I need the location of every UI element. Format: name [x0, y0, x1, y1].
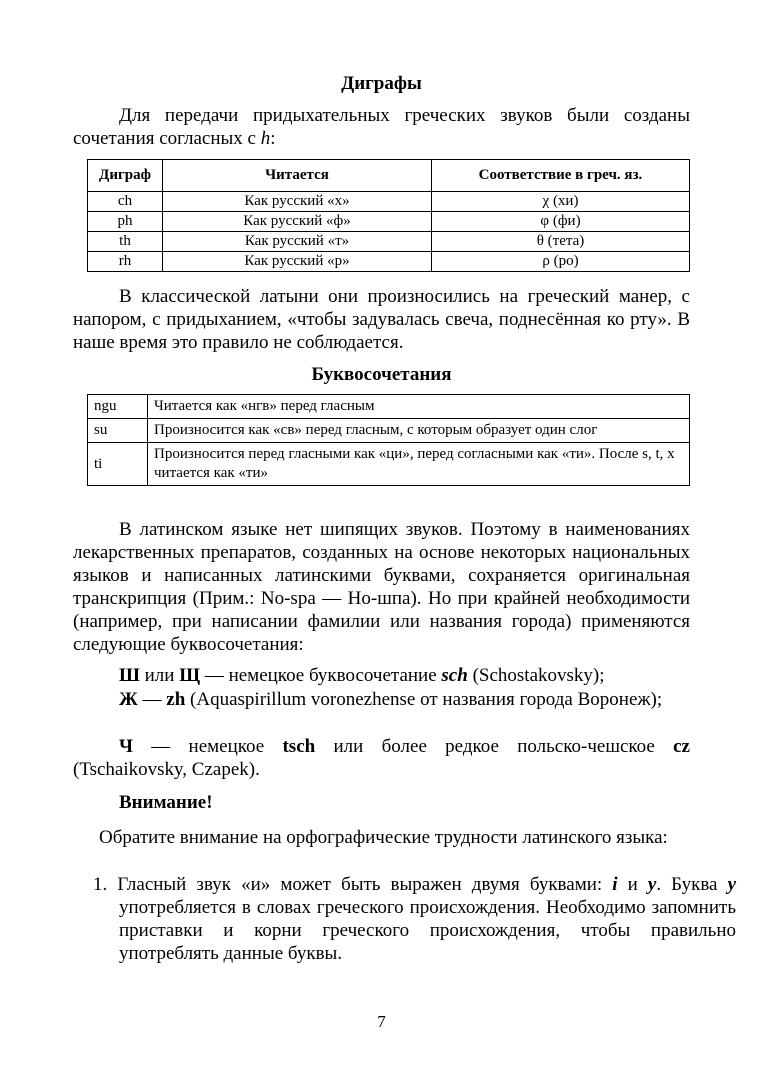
letter-shch: Щ: [179, 665, 201, 686]
table-row: [88, 192, 690, 212]
cell-greek: φ (фи): [432, 212, 690, 232]
table-row: [88, 443, 690, 486]
table-row: [88, 252, 690, 272]
heading-digraphs: Диграфы: [341, 73, 422, 94]
cell-reading: Как русский «х»: [163, 192, 432, 212]
rule-sh-mid: — немецкое буквосочетание: [200, 665, 442, 686]
page-number: 7: [377, 1012, 386, 1031]
letter-ch: Ч: [119, 736, 133, 757]
list-number: 1.: [93, 874, 108, 895]
combo-table: [87, 394, 690, 486]
rule-sh-shch: [73, 664, 690, 687]
rule-ch-mid2: или более редкое польско-чешское: [315, 736, 674, 757]
rule-zh-mid: —: [137, 689, 167, 710]
cell-reading: Как русский «ф»: [163, 212, 432, 232]
attention-heading: Внимание!: [119, 792, 213, 813]
table-header-row: [88, 160, 690, 192]
table-row: [88, 212, 690, 232]
table-row: [88, 395, 690, 419]
cell-combo: su: [88, 419, 148, 443]
rule-sh-tail: (Schostakovsky);: [467, 665, 605, 686]
combo-tsch: tsch: [282, 736, 316, 757]
combo-zh: zh: [166, 689, 186, 710]
cell-description: Произносится перед гласными как «ци», перед согласными как «ти». После s, t, x читается как «ти»: [148, 443, 690, 486]
intro-text: Для передачи придыхательных греческих звуков были созданы сочетания согласных с: [73, 105, 690, 149]
combo-sch: sch: [441, 665, 468, 686]
list-text-2: . Буква: [656, 874, 728, 895]
intro-end: :: [270, 128, 276, 149]
letter-zh: Ж: [119, 689, 138, 710]
header-greek: Соответствие в греч. яз.: [432, 160, 690, 192]
digraph-table-wrap: [87, 159, 690, 272]
list-and: и: [617, 874, 648, 895]
cell-digraph: rh: [88, 252, 163, 272]
header-reading: Читается: [163, 160, 432, 192]
cell-digraph: th: [88, 232, 163, 252]
intro-paragraph: [73, 104, 690, 150]
digraph-table: [87, 159, 690, 272]
cell-combo: ngu: [88, 395, 148, 419]
cell-reading: Как русский «р»: [163, 252, 432, 272]
intro-h: h: [260, 128, 271, 149]
rule-ch: [73, 735, 690, 781]
list-text-1: Гласный звук «и» может быть выражен двумя буквами:: [117, 874, 613, 895]
rule-zh-tail: (Aquaspirillum voronezhense от названия города Воронеж);: [185, 689, 663, 710]
cell-combo: ti: [88, 443, 148, 486]
table-row: [88, 419, 690, 443]
cell-greek: θ (тета): [432, 232, 690, 252]
table-row: [88, 232, 690, 252]
rule-sh-or: или: [139, 665, 180, 686]
rule-ch-mid: — немецкое: [132, 736, 283, 757]
rule-zh: [73, 688, 690, 711]
rule-ch-tail: (Tschaikovsky, Czapek).: [73, 759, 260, 780]
combo-table-wrap: [87, 394, 690, 486]
cell-greek: χ (хи): [432, 192, 690, 212]
paragraph-classical: В классической латыни они произносились на греческий манер, с напором, с придыханием, «чтобы задувалась свеча, поднесённая ко рту». В наше время это правило не соблюдается.: [73, 286, 690, 353]
letter-sh: Ш: [119, 665, 140, 686]
cell-greek: ρ (ро): [432, 252, 690, 272]
letter-y-2: y: [727, 874, 737, 895]
combo-cz: cz: [673, 736, 690, 757]
cell-digraph: ph: [88, 212, 163, 232]
cell-description: Произносится как «св» перед гласным, с которым образует один слог: [148, 419, 690, 443]
paragraph-sibilants: В латинском языке нет шипящих звуков. Поэтому в наименованиях лекарственных препаратов, созданных на основе некоторых национальных языков и написанных латинскими буквами, сохраняется оригинальная транскрипция (Прим.: No-spa — Но-шпа). Но при крайней необходимости (например, при написании фамилии или названия города) применяются следующие буквосочетания:: [73, 519, 690, 655]
paragraph-orthography: Обратите внимание на орфографические трудности латинского языка:: [99, 827, 668, 848]
cell-reading: Как русский «т»: [163, 232, 432, 252]
cell-digraph: ch: [88, 192, 163, 212]
header-digraph: Диграф: [88, 160, 163, 192]
heading-combinations: Буквосочетания: [311, 364, 452, 385]
list-text-3: употребляется в словах греческого происхождения. Необходимо запомнить приставки и корни греческого происхождения, чтобы правильно употреблять данные буквы.: [119, 897, 736, 964]
letter-i: i: [612, 874, 618, 895]
letter-y: y: [647, 874, 657, 895]
list-item: [73, 873, 736, 965]
cell-description: Читается как «нгв» перед гласным: [148, 395, 690, 419]
